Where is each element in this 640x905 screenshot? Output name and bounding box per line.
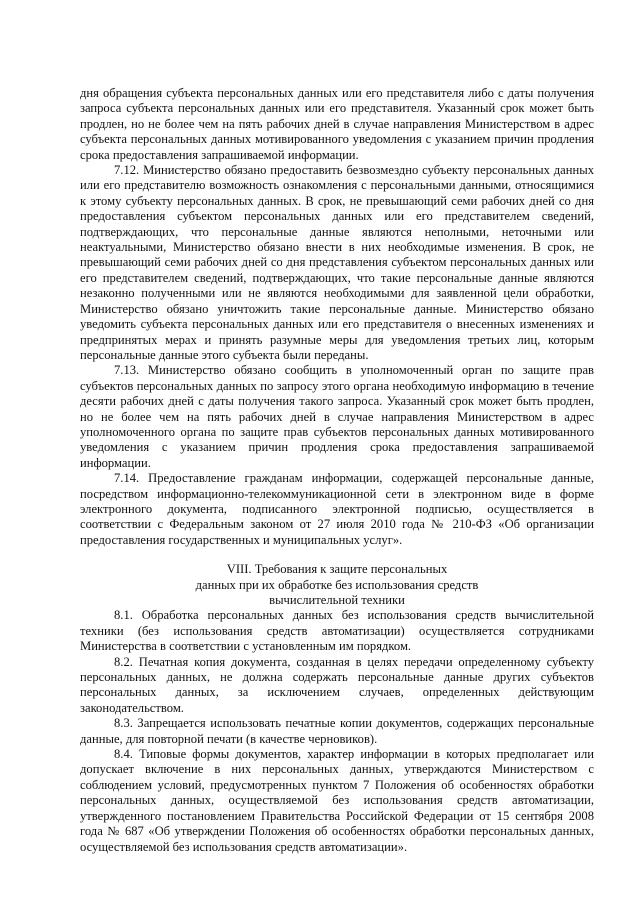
section-heading-line-3: вычислительной техники <box>269 593 405 607</box>
document-page <box>80 86 594 855</box>
section-heading-line-1: VIII. Требования к защите персональных <box>226 562 448 577</box>
paragraph-8-3: 8.3. Запрещается использовать печатные копии документов, содержащих персональные данные, для повторной печати (в качестве черновиков). <box>80 716 594 746</box>
paragraph-8-4: 8.4. Типовые формы документов, характер информации в которых предполагает или допускает включение в них персональных данных, утверждаются Министерством с соблюдением условий, предусмотренных пунктом 7 Положения об особенностях обработки персональных данных, осуществляемой без использования средств автоматизации, утвержденного постановлением Правительства Российской Федерации от 15 сентября 2008 года № 687 «Об утверждении Положения об особенностях обработки персональных данных, осуществляемой без использования средств автоматизации». <box>80 747 594 854</box>
paragraph-8-2: 8.2. Печатная копия документа, созданная в целях передачи определенному субъекту персональных данных, не должна содержать персональные данные других субъектов персональных данных, за исключением случаев, определенных действующим законодательством. <box>80 654 594 715</box>
paragraph-8-1: 8.1. Обработка персональных данных без использования средств вычислительной техники (без использования средств автоматизации) осуществляется сотрудниками Министерства в соответствии с установленным им порядком. <box>80 608 594 654</box>
paragraph-7-14: 7.14. Предоставление гражданам информации, содержащей персональные данные, посредством информационно-телекоммуникационной сети в электронном виде в форме электронного документа, подписанного электронной подписью, осуществляется в соответствии с Федеральным законом от 27 июля 2010 года № 210-ФЗ «Об организации предоставления государственных и муниципальных услуг». <box>80 471 594 547</box>
section-heading-line-2: данных при их обработке без использования средств <box>195 577 479 592</box>
paragraph-7-13: 7.13. Министерство обязано сообщить в уполномоченный орган по защите прав субъектов персональных данных по запросу этого органа необходимую информацию в течение десяти рабочих дней с даты получения такого запроса. Указанный срок может быть продлен, но не более чем на пять рабочих дней в случае направления Министерством в адрес уполномоченного органа по защите прав субъектов персональных данных мотивированного уведомления с указанием причин продления срока предоставления запрашиваемой информации. <box>80 363 594 470</box>
paragraph-7-12: 7.12. Министерство обязано предоставить безвозмездно субъекту персональных данных или его представителю возможность ознакомления с персональными данными, относящимися к этому субъекту персональных данных. В срок, не превышающий семи рабочих дней со дня предоставления субъектом персональных данных или его представителем сведений, подтверждающих, что персональные данные являются неполными, неточными или неактуальными, Министерство обязано внести в них необходимые изменения. В срок, не превышающий семи рабочих дней со дня представления субъектом персональных данных или его представителем сведений, подтверждающих, что такие персональные данные являются незаконно полученными или не являются необходимыми для заявленной цели обработки, Министерство обязано уничтожить такие персональные данные. Министерство обязано уведомить субъекта персональных данных или его представителя о внесенных изменениях и предпринятых мерах и принять разумные меры для уведомления третьих лиц, которым персональные данные этого субъекта были переданы. <box>80 163 594 362</box>
section-heading <box>80 562 594 608</box>
paragraph-continuation: дня обращения субъекта персональных данных или его представителя либо с даты получения запроса субъекта персональных данных или его представителя. Указанный срок может быть продлен, но не более чем на пять рабочих дней в случае направления Министерством в адрес субъекта персональных данных мотивированного уведомления с указанием причин продления срока предоставления запрашиваемой информации. <box>80 86 594 162</box>
